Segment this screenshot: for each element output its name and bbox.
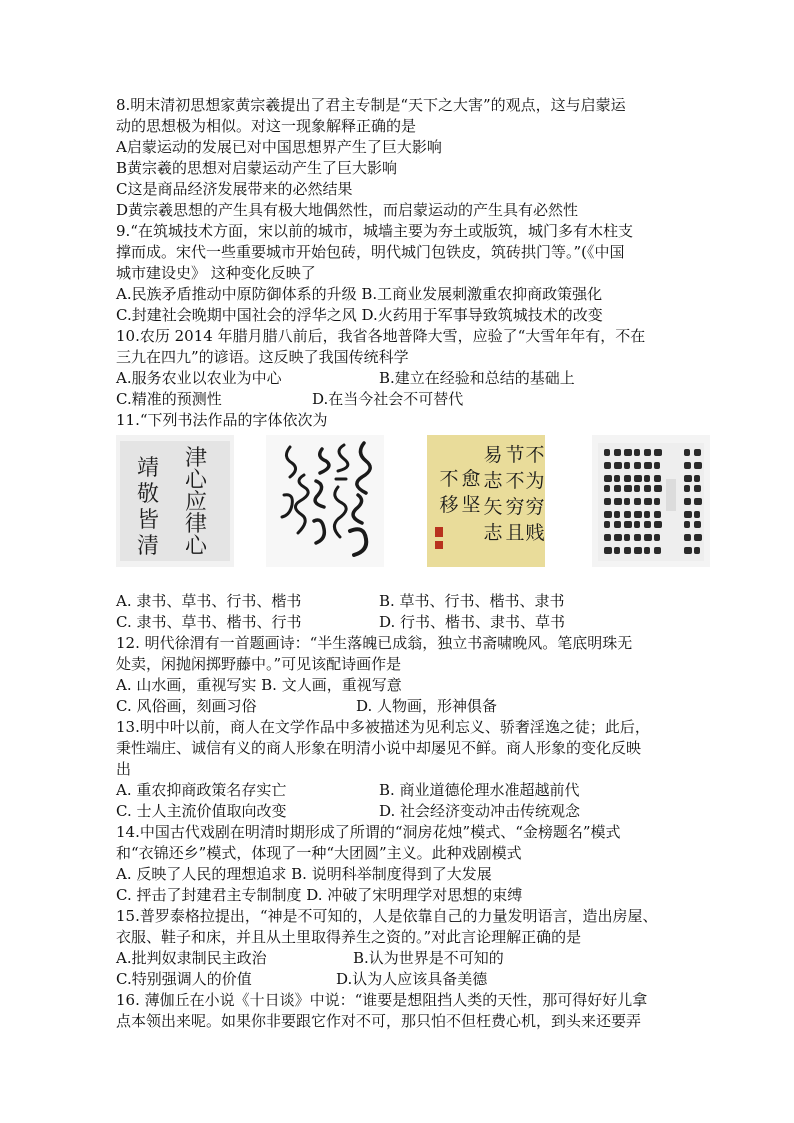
glyph-mark (614, 534, 622, 541)
glyph: 皆 (136, 508, 160, 533)
glyph: 清 (136, 534, 160, 559)
glyph: 敬 (136, 482, 160, 507)
question-stem: 撑而成。宋代一些重要城市开始包砖，明代城门包铁皮，筑砖拱门等。”(《中国 (116, 243, 625, 261)
glyph-mark (644, 475, 650, 482)
question-stem: 处卖，闲抛闲掷野藤中。”可见该配诗画作是 (116, 655, 402, 673)
glyph: 为 (525, 470, 545, 492)
glyph-mark (644, 521, 651, 528)
calligraphy-image-3 (427, 435, 545, 567)
option-row (116, 801, 696, 822)
glyph-mark (624, 521, 632, 528)
option-ab: A.民族矛盾推动中原防御体系的升级 B.工商业发展刺激重农抑商政策强化 (116, 285, 603, 303)
glyph-mark (614, 449, 621, 456)
glyph-mark (624, 485, 632, 492)
option-d: D. 人物画，形神俱备 (356, 697, 498, 715)
glyph-mark (634, 547, 642, 554)
calligraphy-image-4 (592, 435, 710, 567)
calligraphy-image-2-svg (266, 435, 384, 567)
question-stem: 11.“下列书法作品的字体依次为 (116, 411, 328, 429)
option-cd: C. 抨击了封建君主专制制度 D. 冲破了宋明理学对思想的束缚 (116, 886, 523, 904)
calligraphy-image-1-svg (116, 435, 234, 567)
glyph-mark (634, 521, 640, 528)
glyph-mark (644, 534, 652, 541)
question-12 (116, 633, 696, 717)
glyph: 靖 (136, 456, 160, 481)
glyph-mark (644, 485, 651, 492)
glyph-mark (694, 534, 702, 541)
question-13 (116, 717, 696, 822)
option-a: A.批判奴隶制民主政治 (116, 949, 267, 967)
question-15 (116, 906, 696, 990)
option-row (116, 612, 696, 633)
glyph: 愈 (461, 468, 481, 490)
question-9 (116, 221, 696, 326)
option-ab: A. 山水画，重视写实 B. 文人画，重视写意 (116, 676, 402, 694)
option-ab: A. 反映了人民的理想追求 B. 说明科举制度得到了大发展 (116, 865, 492, 883)
option-row (116, 368, 696, 389)
option-c: C这是商品经济发展带来的必然结果 (116, 180, 353, 198)
glyph-mark (614, 511, 620, 518)
glyph-mark (604, 547, 612, 554)
glyph: 不 (439, 468, 459, 490)
glyph-mark (614, 485, 621, 492)
glyph-mark (604, 449, 610, 456)
glyph-mark (634, 511, 642, 518)
glyph-mark (624, 534, 630, 541)
glyph: 律 (184, 512, 208, 537)
question-list (116, 95, 696, 1032)
option-a: A启蒙运动的发展已对中国思想界产生了巨大影响 (116, 138, 442, 156)
question-16 (116, 990, 696, 1032)
option-row (116, 591, 696, 612)
glyph-mark (624, 547, 631, 554)
glyph: 应 (184, 490, 208, 515)
glyph-mark (684, 498, 691, 505)
glyph-mark (684, 521, 690, 528)
option-b: B.认为世界是不可知的 (353, 949, 504, 967)
glyph-mark (604, 534, 611, 541)
glyph-mark (644, 462, 652, 469)
glyph-mark (624, 449, 632, 456)
glyph-mark (614, 547, 620, 554)
glyph-mark (694, 547, 700, 554)
option-b: B.建立在经验和总结的基础上 (379, 369, 575, 387)
glyph-mark (634, 462, 641, 469)
glyph-mark (654, 547, 661, 554)
glyph: 穷 (525, 496, 545, 518)
glyph-mark (694, 511, 700, 518)
glyph: 移 (439, 494, 459, 516)
glyph-mark (614, 462, 622, 469)
glyph-mark (634, 498, 641, 505)
glyph-mark (654, 534, 660, 541)
glyph-mark (614, 521, 621, 528)
question-stem: 城市建设史》 这种变化反映了 (116, 264, 316, 282)
question-stem: 12. 明代徐渭有一首题画诗：“半生落魄已成翁，独立书斋啸晚风。笔底明珠无 (116, 634, 633, 652)
option-row (116, 969, 696, 990)
option-a: A.服务农业以农业为中心 (116, 369, 282, 387)
option-c: C. 士人主流价值取向改变 (116, 802, 287, 820)
glyph: 志 (483, 470, 503, 492)
question-stem: 16. 薄伽丘在小说《十日谈》中说：“谁要是想阻挡人类的天性，那可得好好儿拿 (116, 991, 648, 1009)
glyph-mark (684, 475, 692, 482)
glyph-mark (694, 475, 700, 482)
glyph: 穷 (505, 496, 525, 518)
glyph: 且 (505, 522, 525, 544)
glyph: 心 (184, 534, 208, 559)
question-stem: 15.普罗泰格拉提出，“神是不可知的，人是依靠自己的力量发明语言，造出房屋、 (116, 907, 658, 925)
glyph-mark (684, 449, 690, 456)
glyph-mark (654, 511, 661, 518)
glyph-mark (654, 521, 662, 528)
glyph-mark (624, 462, 630, 469)
glyph-mark (624, 511, 631, 518)
glyph-mark (654, 449, 662, 456)
glyph-mark (624, 475, 631, 482)
glyph: 心 (184, 468, 208, 493)
option-row (116, 389, 696, 410)
glyph-mark (654, 475, 661, 482)
option-c: C. 隶书、草书、楷书、行书 (116, 613, 302, 631)
glyph-mark (694, 485, 701, 492)
glyph: 志 (483, 522, 503, 544)
glyph-mark (604, 475, 612, 482)
glyph-mark (684, 462, 691, 469)
glyph-mark (624, 498, 630, 505)
glyph-mark (634, 475, 642, 482)
glyph-mark (634, 449, 640, 456)
option-a: A. 重农抑商政策名存实亡 (116, 781, 287, 799)
question-stem: 出 (116, 760, 132, 778)
calligraphy-image-3-svg (427, 435, 545, 567)
glyph-mark (644, 547, 650, 554)
option-d: D.认为人应该具备美德 (336, 970, 488, 988)
question-stem: 13.明中叶以前，商人在文学作品中多被描述为见利忘义、骄奢淫逸之徒；此后， (116, 718, 650, 736)
question-14 (116, 822, 696, 906)
glyph-mark (614, 498, 622, 505)
question-stem: 10.农历 2014 年腊月腊八前后，我省各地普降大雪，应验了“大雪年年有，不在 (116, 327, 646, 345)
question-stem: 衣服、鞋子和床，并且从土里取得养生之资的。”对此言论理解正确的是 (116, 928, 582, 946)
glyph-mark (614, 475, 620, 482)
glyph: 易 (483, 444, 503, 466)
glyph-mark (634, 534, 641, 541)
calligraphy-images (116, 435, 696, 585)
calligraphy-image-4-svg (592, 435, 710, 567)
glyph-mark (644, 511, 650, 518)
glyph-mark (604, 485, 610, 492)
glyph-mark (694, 498, 702, 505)
glyph-mark (694, 462, 702, 469)
option-d: D黄宗羲思想的产生具有极大地偶然性，而启蒙运动的产生具有必然性 (116, 201, 579, 219)
glyph-mark (654, 485, 662, 492)
option-a: A. 隶书、草书、行书、楷书 (116, 592, 302, 610)
option-c: C. 风俗画，刻画习俗 (116, 697, 257, 715)
glyph: 不 (525, 444, 545, 466)
glyph-mark (604, 521, 610, 528)
question-10 (116, 326, 696, 410)
glyph: 坚 (461, 494, 481, 516)
glyph: 贱 (525, 522, 545, 544)
option-d: D. 社会经济变动冲击传统观念 (379, 802, 581, 820)
question-stem: 和“衣锦还乡”模式，体现了一种“大团圆”主义。此种戏剧模式 (116, 844, 522, 862)
glyph: 津 (184, 446, 208, 471)
glyph-mark (694, 449, 701, 456)
calligraphy-image-2 (266, 435, 384, 567)
glyph-mark (684, 547, 692, 554)
question-8 (116, 95, 696, 221)
option-d: D. 行书、楷书、隶书、草书 (379, 613, 566, 631)
calligraphy-image-1 (116, 435, 234, 567)
glyph: 矢 (483, 496, 503, 518)
question-stem: 点本领出来呢。如果你非要跟它作对不可，那只怕不但枉费心机，到头来还要弄 (116, 1012, 642, 1030)
question-stem: 8.明末清初思想家黄宗羲提出了君主专制是“天下之大害”的观点，这与启蒙运 (116, 96, 626, 114)
glyph-mark (654, 498, 660, 505)
glyph-mark (694, 521, 701, 528)
glyph-mark (684, 485, 690, 492)
glyph-mark (684, 511, 692, 518)
glyph-mark (604, 462, 611, 469)
glyph-mark (684, 534, 691, 541)
glyph-mark (644, 498, 652, 505)
option-b: B. 商业道德伦理水准超越前代 (379, 781, 580, 799)
option-row (116, 696, 696, 717)
question-11 (116, 410, 696, 633)
glyph-mark (604, 498, 611, 505)
option-row (116, 948, 696, 969)
question-stem: 秉性端庄、诚信有义的商人形象在明清小说中却屡见不鲜。商人形象的变化反映 (116, 739, 642, 757)
glyph-mark (634, 485, 640, 492)
question-stem: 动的思想极为相似。对这一现象解释正确的是 (116, 117, 417, 135)
glyph-mark (644, 449, 651, 456)
option-c: C.精准的预测性 (116, 390, 222, 408)
option-c: C.特别强调人的价值 (116, 970, 252, 988)
glyph: 不 (505, 470, 525, 492)
option-row (116, 780, 696, 801)
option-b: B黄宗羲的思想对启蒙运动产生了巨大影响 (116, 159, 398, 177)
option-d: D.在当今社会不可替代 (312, 390, 464, 408)
option-b: B. 草书、行书、楷书、隶书 (379, 592, 565, 610)
question-stem: 9.“在筑城技术方面，宋以前的城市，城墙主要为夯土或版筑，城门多有木柱支 (116, 222, 633, 240)
glyph-mark (654, 462, 660, 469)
glyph-mark (604, 511, 612, 518)
option-cd: C.封建社会晚期中国社会的浮华之风 D.火药用于军事导致筑城技术的改变 (116, 306, 603, 324)
question-stem: 三九在四九”的谚语。这反映了我国传统科学 (116, 348, 409, 366)
question-stem: 14.中国古代戏剧在明清时期形成了所谓的“洞房花烛”模式、“金榜题名”模式 (116, 823, 621, 841)
glyph: 节 (505, 444, 525, 466)
